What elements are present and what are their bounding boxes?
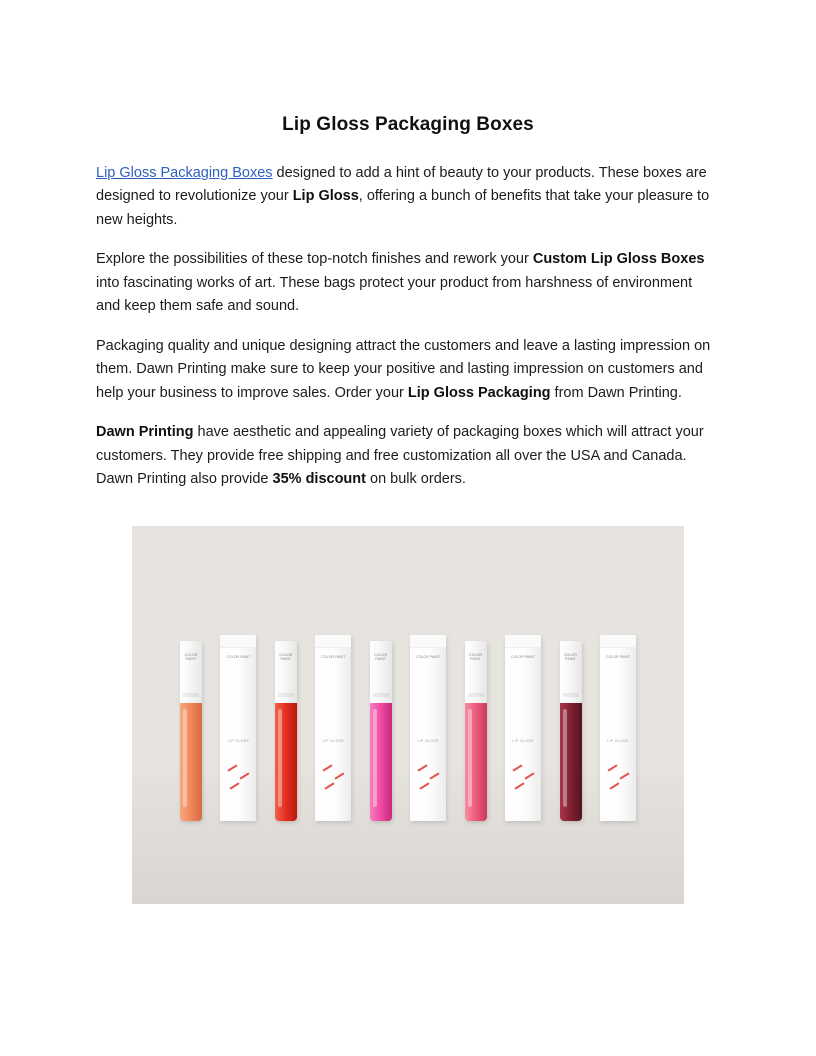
tube-brand-label: COLOR PAINT [374,652,388,661]
tube-brand-label: COLOR PAINT [279,652,293,661]
tube-cap [560,641,582,703]
box-decoration [320,765,346,799]
box-brand-label: COLOR PAINT [321,654,346,659]
tube-cap [370,641,392,703]
paragraph-2-bold-1: Custom Lip Gloss Boxes [532,251,705,268]
box-product-label: LIP GLOSS [417,738,439,743]
lip-gloss-tube [465,641,487,821]
tube-body [275,703,297,821]
tube-body [560,703,582,821]
paragraph-1-text-2: , offering a bunch of benefits that take your pleasure to new heights. [96,188,710,228]
packaging-box [410,635,446,821]
tube-body [465,703,487,821]
paragraph-1 [96,162,720,232]
box-top-flap [505,635,541,648]
box-product-label: LIP GLOSS [512,738,534,743]
figure-container [96,526,720,904]
paragraph-4 [96,421,720,491]
box-brand-label: COLOR PAINT [605,654,630,659]
tube-brand-label: COLOR PAINT [469,652,483,661]
paragraph-1-bold-1: Lip Gloss [292,188,359,205]
box-top-flap [315,635,351,648]
tube-body [180,703,202,821]
packaging-box [315,635,351,821]
tube-brand-label: COLOR PAINT [563,652,578,661]
box-brand-label: COLOR PAINT [416,654,441,659]
packaging-box [220,635,256,821]
box-product-label: LIP GLOSS [607,738,629,743]
box-decoration [415,765,441,799]
paragraph-4-text-1: have aesthetic and appealing variety of packaging boxes which will attract your customers. They provide free shipping and free customization all over the USA and Canada. Dawn Printing also provide [96,424,704,488]
box-top-flap [410,635,446,648]
paragraph-3-bold-1: Lip Gloss Packaging [407,384,551,401]
lip-gloss-product-photo [132,526,684,904]
lip-gloss-tube [370,641,392,821]
tube-cap [180,641,202,703]
paragraph-4-bold-1: Dawn Printing [96,424,194,441]
paragraph-4-bold-2: 35% discount [272,471,366,488]
page-title: Lip Gloss Packaging Boxes [282,114,534,135]
paragraph-3-text-1: Packaging quality and unique designing attract the customers and leave a lasting impression on them. Dawn Printing make sure to keep your positive and lasting impression on customers and help your business to improve sales. Order your [96,337,711,401]
lip-gloss-tube [560,641,582,821]
box-decoration [225,765,251,799]
box-brand-label: COLOR PAINT [511,654,536,659]
box-decoration [605,765,631,799]
paragraph-3 [96,335,720,405]
box-decoration [510,765,536,799]
packaging-box [600,635,636,821]
tube-cap [275,641,297,703]
lip-gloss-tube [180,641,202,821]
packaging-box [505,635,541,821]
tube-body [370,703,392,821]
lip-gloss-packaging-boxes-link[interactable]: Lip Gloss Packaging Boxes [96,165,273,181]
paragraph-2-text-1: Explore the possibilities of these top-notch finishes and rework your [96,251,533,268]
paragraph-2-text-2: into fascinating works of art. These bags protect your product from harshness of environment and keep them safe and sound. [96,274,693,315]
tube-cap [465,641,487,703]
paragraph-1-text-1: designed to add a hint of beauty to your products. These boxes are designed to revolutionize your [96,165,707,205]
lip-gloss-tube [275,641,297,821]
product-row [180,621,636,821]
box-product-label: LIP GLOSS [227,738,250,743]
paragraph-3-text-2: from Dawn Printing. [550,384,682,401]
box-product-label: LIP GLOSS [322,738,344,743]
paragraph-2 [96,248,720,318]
box-top-flap [220,635,256,648]
box-top-flap [600,635,636,648]
paragraph-4-text-2: on bulk orders. [365,471,466,488]
box-brand-label: COLOR PAINT [226,654,251,659]
tube-brand-label: COLOR PAINT [184,652,198,661]
